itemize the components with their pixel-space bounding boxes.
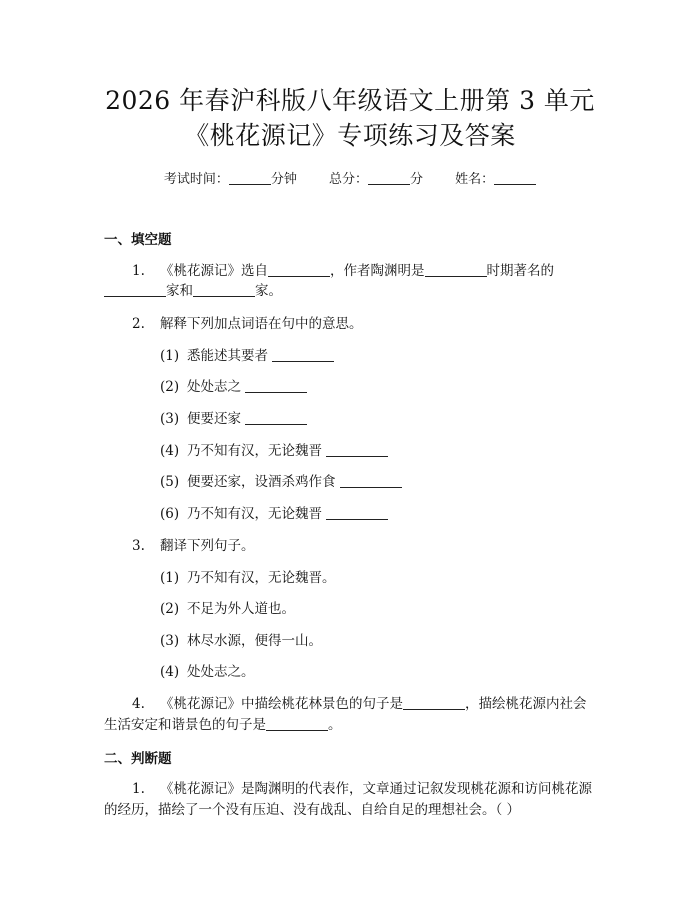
- s1-q2-item-number: (4): [160, 443, 180, 459]
- s1-q2-item-number: (5): [160, 474, 180, 490]
- s1-q1-text-c: 时期著名的: [486, 263, 554, 279]
- s1-q2-item: [160, 410, 307, 428]
- section-heading-true-false: 二、判断题: [104, 751, 172, 767]
- s2-q1-number: 1.: [132, 781, 145, 797]
- s1-q3-item-number: (2): [160, 601, 180, 617]
- s1-q2-item: [160, 505, 388, 523]
- s1-q1-blank-2[interactable]: [425, 262, 487, 277]
- s1-q4-blank-1[interactable]: [403, 695, 465, 710]
- s1-q4-text-a: 《桃花源记》中描绘桃花林景色的句子是: [160, 696, 403, 712]
- exam-score: [329, 170, 423, 189]
- s1-q2-item-blank[interactable]: [245, 378, 307, 393]
- s1-q2-item-text: 处处志之: [187, 379, 241, 395]
- page-title-line2: 《桃花源记》专项练习及答案: [184, 121, 516, 150]
- s1-q3-item: [160, 569, 336, 587]
- s1-q1-line1: [132, 262, 554, 280]
- s1-q3-item: [160, 600, 295, 618]
- s1-q2-item-number: (3): [160, 411, 180, 427]
- s1-q1-blank-1[interactable]: [268, 262, 330, 277]
- section-heading-fill-blank: 一、填空题: [104, 232, 172, 248]
- s1-q4-number: 4.: [132, 696, 145, 712]
- s1-q1-text-b: ，作者陶渊明是: [330, 263, 425, 279]
- s1-q1-text-a: 《桃花源记》选自: [160, 263, 268, 279]
- exam-name-blank[interactable]: [494, 170, 536, 185]
- s1-q4-blank-2[interactable]: [266, 716, 328, 731]
- s2-q1-text-line1: 《桃花源记》是陶渊明的代表作，文章通过记叙发现桃花源和访问桃花源: [160, 781, 592, 797]
- s1-q4-line2: [104, 716, 342, 734]
- exam-time-blank[interactable]: [229, 170, 271, 185]
- s1-q1-text-d: 家和: [166, 283, 193, 299]
- s1-q2-item-text: 乃不知有汉，无论魏晋: [187, 506, 322, 522]
- s2-q1-text-line2: 的经历，描绘了一个没有压迫、没有战乱、自给自足的理想社会。（ ）: [104, 802, 521, 818]
- s1-q1-line2: [104, 282, 282, 300]
- page-title-line1: 2026 年春沪科版八年级语文上册第 3 单元: [105, 86, 595, 115]
- exam-meta: [0, 170, 700, 189]
- s1-q2-item: [160, 442, 388, 460]
- s1-q3-item-text: 处处志之。: [187, 664, 255, 680]
- s1-q3-number: 3.: [132, 538, 145, 554]
- s1-q1-number: 1.: [132, 263, 145, 279]
- s1-q3-item-text: 乃不知有汉，无论魏晋。: [187, 570, 336, 586]
- exam-time-unit: 分钟: [270, 172, 297, 187]
- s1-q3-item-number: (3): [160, 633, 180, 649]
- s1-q3-item: [160, 663, 255, 681]
- s1-q3-prompt-text: 翻译下列句子。: [160, 538, 255, 554]
- s1-q1-text-e: 家。: [255, 283, 282, 299]
- s1-q4-line1: [132, 695, 587, 713]
- s1-q3-item-text: 林尽水源，便得一山。: [187, 633, 322, 649]
- exam-name: [455, 170, 536, 189]
- exam-score-blank[interactable]: [368, 170, 410, 185]
- s1-q2-prompt-text: 解释下列加点词语在句中的意思。: [160, 316, 363, 332]
- s1-q1-blank-4[interactable]: [193, 282, 255, 297]
- s1-q2-item-text: 便要还家，设酒杀鸡作食: [187, 474, 336, 490]
- s1-q3-prompt: [132, 537, 255, 555]
- s1-q1-blank-3[interactable]: [104, 282, 166, 297]
- s1-q2-item-blank[interactable]: [245, 410, 307, 425]
- exam-time: [164, 170, 297, 189]
- s1-q2-item-number: (6): [160, 506, 180, 522]
- s1-q3-item-text: 不足为外人道也。: [187, 601, 295, 617]
- s2-q1-line2: [104, 801, 520, 819]
- s1-q3-item-number: (1): [160, 570, 180, 586]
- exam-score-unit: 分: [410, 172, 424, 187]
- exam-name-label: 姓名：: [455, 172, 495, 187]
- s1-q3-item: [160, 632, 322, 650]
- s1-q4-text-c: 生活安定和谐景色的句子是: [104, 717, 266, 733]
- s1-q2-item-text: 便要还家: [187, 411, 241, 427]
- s1-q2-item-number: (1): [160, 348, 180, 364]
- s1-q2-item: [160, 347, 334, 365]
- s1-q2-item-blank[interactable]: [326, 505, 388, 520]
- s1-q3-item-number: (4): [160, 664, 180, 680]
- s1-q4-text-d: 。: [328, 717, 342, 733]
- s1-q2-item-blank[interactable]: [326, 442, 388, 457]
- s1-q2-item: [160, 378, 307, 396]
- s1-q2-item-number: (2): [160, 379, 180, 395]
- s1-q2-item-text: 悉能述其要者: [187, 348, 268, 364]
- s1-q2-item: [160, 473, 402, 491]
- s1-q2-item-text: 乃不知有汉，无论魏晋: [187, 443, 322, 459]
- s2-q1-line1: [132, 780, 592, 798]
- s1-q2-prompt: [132, 315, 363, 333]
- exam-time-label: 考试时间：: [163, 172, 229, 187]
- s1-q4-text-b: ，描绘桃花源内社会: [465, 696, 587, 712]
- s1-q2-item-blank[interactable]: [340, 473, 402, 488]
- s1-q2-number: 2.: [132, 316, 145, 332]
- s1-q2-item-blank[interactable]: [272, 347, 334, 362]
- exam-score-label: 总分：: [328, 172, 368, 187]
